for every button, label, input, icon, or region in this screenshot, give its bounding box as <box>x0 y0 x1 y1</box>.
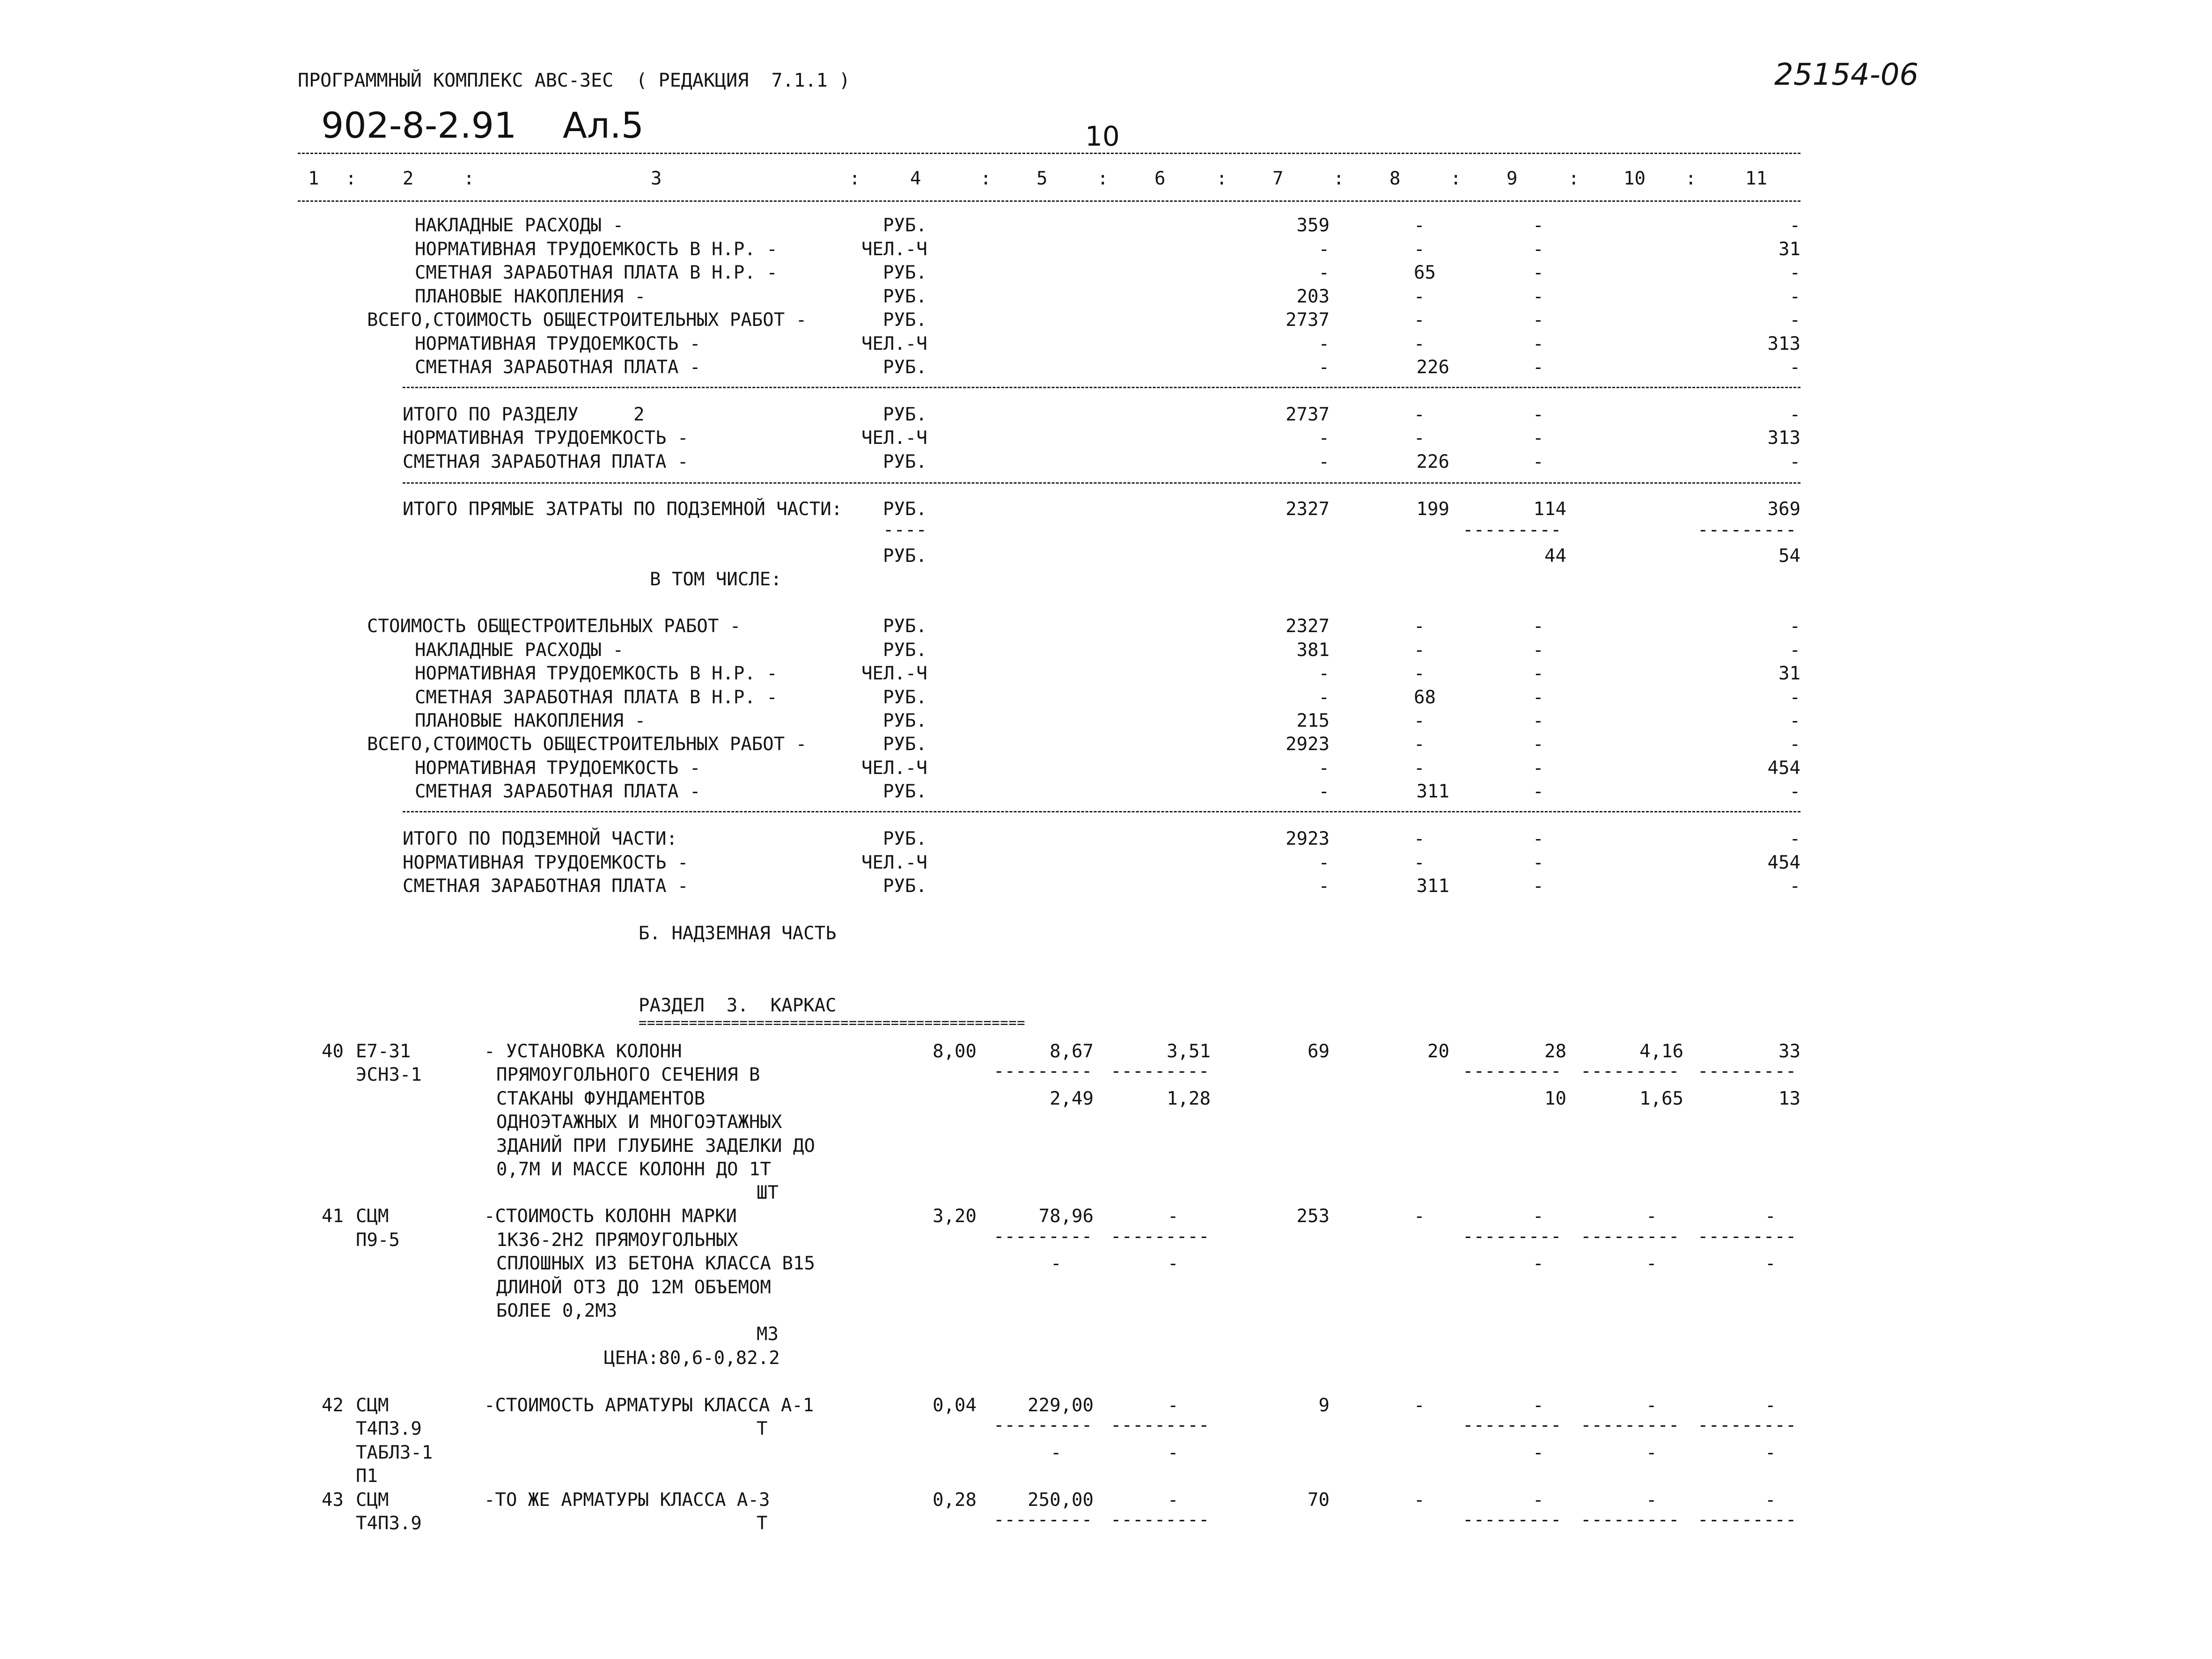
item-code: СЦМ <box>356 1395 389 1416</box>
item-unit-wage-machines: - <box>1168 1253 1179 1274</box>
item-price-note: ЦЕНА:80,6-0,82.2 <box>604 1348 780 1369</box>
column-header-2: 2 <box>403 168 414 189</box>
row-value-col8: 226 <box>1416 357 1449 378</box>
column-separator: : <box>1097 168 1109 189</box>
column-separator: : <box>463 168 475 189</box>
row-value-col9: - <box>1533 262 1544 283</box>
row-value-col9: - <box>1533 852 1544 873</box>
dash-separator: --------- <box>993 1509 1093 1530</box>
row-value-col11: - <box>1789 357 1800 378</box>
dash-separator: --------- <box>1110 1226 1210 1247</box>
dash-separator: --------- <box>993 1226 1093 1247</box>
row-label: ВСЕГО,СТОИМОСТЬ ОБЩЕСТРОИТЕЛЬНЫХ РАБОТ - <box>367 734 807 755</box>
row-value-col9: - <box>1533 687 1544 708</box>
item-description-line: 0,7М И МАССЕ КОЛОНН ДО 1Т <box>496 1159 771 1180</box>
item-number: 40 <box>322 1041 344 1062</box>
column-separator: : <box>345 168 357 189</box>
row-value-col7: 2923 <box>1286 828 1330 849</box>
dash-separator: --------- <box>1462 1509 1562 1530</box>
item-machines: - <box>1533 1489 1544 1511</box>
item-description-line: -СТОИМОСТЬ КОЛОНН МАРКИ <box>484 1206 737 1227</box>
item-labour-total: 33 <box>1778 1041 1800 1062</box>
row-value-col7: 2327 <box>1286 499 1330 520</box>
row-value-col9: - <box>1533 404 1544 425</box>
row-value-col11: 31 <box>1778 239 1800 260</box>
row-value-col7: - <box>1318 357 1330 378</box>
row-value-col7: - <box>1318 333 1330 354</box>
row-unit: РУБ. <box>883 734 927 755</box>
item-description-line: СТАКАНЫ ФУНДАМЕНТОВ <box>496 1088 705 1109</box>
item-code: П1 <box>356 1466 378 1487</box>
row-value-col9: - <box>1533 333 1544 354</box>
column-header-4: 4 <box>910 168 921 189</box>
row-unit: РУБ. <box>883 546 927 567</box>
project-code: 902-8-2.91 <box>321 104 517 146</box>
item-machines-wage: - <box>1533 1442 1544 1463</box>
item-unit: ШТ <box>757 1182 779 1203</box>
row-unit: РУБ. <box>883 640 927 661</box>
row-value-col11: - <box>1789 876 1800 897</box>
item-machines: - <box>1533 1395 1544 1416</box>
item-unit: М3 <box>757 1324 779 1345</box>
dash-separator: --------- <box>1698 1226 1797 1247</box>
header-rule-top <box>298 153 1800 154</box>
row-unit: РУБ. <box>883 710 927 731</box>
row-unit: ЧЕЛ.-Ч <box>861 758 927 779</box>
row-value-col9: - <box>1533 215 1544 236</box>
row-value-col11: - <box>1789 734 1800 755</box>
item-unit-price-machines: 2,49 <box>1050 1088 1094 1109</box>
item-labour-total-machines: - <box>1765 1442 1776 1463</box>
item-labour-unit: - <box>1646 1206 1657 1227</box>
row-value-col7: 215 <box>1296 710 1330 731</box>
item-unit-wage-machines: - <box>1168 1442 1179 1463</box>
row-label: НОРМАТИВНАЯ ТРУДОЕМКОСТЬ - <box>403 852 689 873</box>
item-quantity: 3,20 <box>933 1206 977 1227</box>
row-value-col8: 65 <box>1414 262 1436 283</box>
dash-separator: --------- <box>1580 1226 1680 1247</box>
item-labour-total: - <box>1765 1395 1776 1416</box>
column-header-3: 3 <box>651 168 662 189</box>
column-separator: : <box>1568 168 1580 189</box>
item-unit-wage: - <box>1168 1206 1179 1227</box>
row-value-col8: - <box>1414 640 1425 661</box>
row-value-col7: 359 <box>1296 215 1330 236</box>
row-value-col11: 454 <box>1767 758 1800 779</box>
row-label: СТОИМОСТЬ ОБЩЕСТРОИТЕЛЬНЫХ РАБОТ - <box>367 616 741 637</box>
block-separator <box>403 482 1800 484</box>
row-unit: РУБ. <box>883 215 927 236</box>
dash-separator: --------- <box>1698 1509 1797 1530</box>
row-value-col7: - <box>1318 428 1330 449</box>
dash-separator: --------- <box>1580 1061 1680 1082</box>
item-total-wage: - <box>1414 1395 1425 1416</box>
row-value-col9: - <box>1533 286 1544 307</box>
item-code: СЦМ <box>356 1206 389 1227</box>
row-value-col11: 313 <box>1767 428 1800 449</box>
dash-separator: --------- <box>1110 1061 1210 1082</box>
item-unit-price-machines: - <box>1051 1442 1062 1463</box>
row-value-col8: 68 <box>1414 687 1436 708</box>
item-code: Е7-31 <box>356 1041 411 1062</box>
row-value-col11: - <box>1789 710 1800 731</box>
block-separator <box>403 387 1800 388</box>
row-value-col11: - <box>1789 640 1800 661</box>
row-value-col8: 199 <box>1416 499 1449 520</box>
column-header-5: 5 <box>1036 168 1048 189</box>
item-unit-wage-machines: 1,28 <box>1167 1088 1211 1109</box>
row-value-col8: - <box>1414 404 1425 425</box>
row-value-col7: - <box>1318 262 1330 283</box>
row-value-col11: - <box>1789 828 1800 849</box>
row-value-col9: - <box>1533 239 1544 260</box>
row-value-col11: - <box>1789 451 1800 472</box>
item-labour-total: - <box>1765 1206 1776 1227</box>
dash-separator: --------- <box>1462 1226 1562 1247</box>
row-unit: РУБ. <box>883 357 927 378</box>
item-description-line: 1К36-2Н2 ПРЯМОУГОЛЬНЫХ <box>496 1230 738 1251</box>
dash-separator: --------- <box>993 1415 1093 1436</box>
section-3-underline: ============================================== <box>639 1015 1026 1031</box>
row-unit: ЧЕЛ.-Ч <box>861 663 927 684</box>
block-separator <box>403 811 1800 812</box>
item-machines-wage: - <box>1533 1253 1544 1274</box>
row-label: СМЕТНАЯ ЗАРАБОТНАЯ ПЛАТА В Н.Р. - <box>415 687 778 708</box>
item-description-line: ДЛИНОЙ ОТ3 ДО 12М ОБЪЕМОМ <box>496 1277 771 1298</box>
item-unit-price-machines: - <box>1051 1253 1062 1274</box>
column-header-8: 8 <box>1389 168 1401 189</box>
short-dash-separator: ---- <box>883 519 927 540</box>
item-description-line: ЗДАНИЙ ПРИ ГЛУБИНЕ ЗАДЕЛКИ ДО <box>496 1135 815 1157</box>
row-label: СМЕТНАЯ ЗАРАБОТНАЯ ПЛАТА В Н.Р. - <box>415 262 778 283</box>
row-unit: РУБ. <box>883 286 927 307</box>
program-header: ПРОГРАММНЫЙ КОМПЛЕКС АВС-3ЕС ( РЕДАКЦИЯ 7.1.1 ) <box>298 70 851 91</box>
row-value-col8: - <box>1414 852 1425 873</box>
row-value-col7: - <box>1318 876 1330 897</box>
item-description-line: БОЛЕЕ 0,2М3 <box>496 1300 617 1321</box>
row-value-col9: - <box>1533 451 1544 472</box>
row-value-col11: - <box>1789 262 1800 283</box>
dash-separator: --------- <box>993 1061 1093 1082</box>
item-labour-total-machines: 13 <box>1778 1088 1800 1109</box>
row-value-col11: 454 <box>1767 852 1800 873</box>
item-unit-price: 78,96 <box>1038 1206 1094 1227</box>
row-label: НОРМАТИВНАЯ ТРУДОЕМКОСТЬ В Н.Р. - <box>415 239 778 260</box>
row-value-col11: 54 <box>1778 546 1800 567</box>
row-unit: РУБ. <box>883 616 927 637</box>
row-unit: РУБ. <box>883 781 927 802</box>
row-value-col9: 114 <box>1533 499 1566 520</box>
row-value-col7: - <box>1318 758 1330 779</box>
row-label: ПЛАНОВЫЕ НАКОПЛЕНИЯ - <box>415 286 646 307</box>
column-separator: : <box>980 168 992 189</box>
column-header-7: 7 <box>1272 168 1284 189</box>
item-code: Т4П3.9 <box>356 1513 422 1534</box>
dash-separator: --------- <box>1462 1415 1562 1436</box>
row-label: НАКЛАДНЫЕ РАСХОДЫ - <box>415 215 624 236</box>
item-labour-unit: 4,16 <box>1639 1041 1683 1062</box>
row-value-col8: - <box>1414 758 1425 779</box>
row-value-col7: - <box>1318 663 1330 684</box>
row-value-col8: - <box>1414 616 1425 637</box>
row-label: ВСЕГО,СТОИМОСТЬ ОБЩЕСТРОИТЕЛЬНЫХ РАБОТ - <box>367 310 807 331</box>
row-unit: РУБ. <box>883 687 927 708</box>
row-value-col7: 2327 <box>1286 616 1330 637</box>
item-total-cost: 9 <box>1318 1395 1330 1416</box>
item-unit: Т <box>757 1513 768 1534</box>
row-value-col7: - <box>1318 239 1330 260</box>
row-unit: РУБ. <box>883 451 927 472</box>
item-labour-unit-machines: - <box>1646 1442 1657 1463</box>
row-unit: РУБ. <box>883 876 927 897</box>
column-separator: : <box>1685 168 1697 189</box>
item-total-cost: 70 <box>1308 1489 1330 1511</box>
row-value-col11: - <box>1789 781 1800 802</box>
row-value-col9: - <box>1533 781 1544 802</box>
row-unit: РУБ. <box>883 828 927 849</box>
row-value-col11: 31 <box>1778 663 1800 684</box>
item-total-wage: 20 <box>1427 1041 1449 1062</box>
item-machines: - <box>1533 1206 1544 1227</box>
row-value-col9: - <box>1533 876 1544 897</box>
row-value-col9: 44 <box>1544 546 1566 567</box>
item-labour-unit: - <box>1646 1395 1657 1416</box>
row-value-col9: - <box>1533 310 1544 331</box>
column-separator: : <box>1333 168 1345 189</box>
row-unit: РУБ. <box>883 499 927 520</box>
row-value-col11: - <box>1789 687 1800 708</box>
row-value-col11: - <box>1789 286 1800 307</box>
row-value-col9: - <box>1533 828 1544 849</box>
item-description-line: -ТО ЖЕ АРМАТУРЫ КЛАССА А-3 <box>484 1489 770 1511</box>
item-unit-price: 250,00 <box>1028 1489 1094 1511</box>
item-unit-price: 8,67 <box>1050 1041 1094 1062</box>
row-label: СМЕТНАЯ ЗАРАБОТНАЯ ПЛАТА - <box>415 357 701 378</box>
direct-costs-label: ИТОГО ПРЯМЫЕ ЗАТРАТЫ ПО ПОДЗЕМНОЙ ЧАСТИ: <box>403 499 843 520</box>
dash-separator: --------- <box>1580 1415 1680 1436</box>
column-header-1: 1 <box>308 168 319 189</box>
dash-separator: --------- <box>1698 1415 1797 1436</box>
row-value-col11: - <box>1789 215 1800 236</box>
item-number: 41 <box>322 1206 344 1227</box>
row-value-col7: 381 <box>1296 640 1330 661</box>
row-label: ИТОГО ПО РАЗДЕЛУ 2 <box>403 404 645 425</box>
dash-separator: --------- <box>1698 1061 1797 1082</box>
row-value-col7: - <box>1318 451 1330 472</box>
item-machines: 28 <box>1544 1041 1566 1062</box>
item-code: П9-5 <box>356 1230 400 1251</box>
item-labour-unit: - <box>1646 1489 1657 1511</box>
row-value-col9: - <box>1533 710 1544 731</box>
row-unit: РУБ. <box>883 404 927 425</box>
item-number: 43 <box>322 1489 344 1511</box>
row-value-col7: 2737 <box>1286 310 1330 331</box>
row-value-col9: - <box>1533 663 1544 684</box>
row-unit: ЧЕЛ.-Ч <box>861 333 927 354</box>
column-header-9: 9 <box>1507 168 1518 189</box>
item-unit-wage: - <box>1168 1489 1179 1511</box>
row-value-col7: 2923 <box>1286 734 1330 755</box>
row-label: СМЕТНАЯ ЗАРАБОТНАЯ ПЛАТА - <box>403 876 689 897</box>
header-rule-bottom <box>298 200 1800 202</box>
row-value-col8: - <box>1414 215 1425 236</box>
row-value-col9: - <box>1533 616 1544 637</box>
row-value-col9: - <box>1533 357 1544 378</box>
item-description-line: ОДНОЭТАЖНЫХ И МНОГОЭТАЖНЫХ <box>496 1112 782 1133</box>
row-value-col7: - <box>1318 781 1330 802</box>
row-value-col11: 313 <box>1767 333 1800 354</box>
item-labour-total: - <box>1765 1489 1776 1511</box>
row-value-col7: 2737 <box>1286 404 1330 425</box>
dash-separator: --------- <box>1110 1415 1210 1436</box>
row-value-col8: - <box>1414 286 1425 307</box>
item-labour-total-machines: - <box>1765 1253 1776 1274</box>
item-unit-wage: - <box>1168 1395 1179 1416</box>
row-label: НОРМАТИВНАЯ ТРУДОЕМКОСТЬ - <box>415 333 701 354</box>
item-code: Т4П3.9 <box>356 1418 422 1439</box>
row-value-col8: - <box>1414 663 1425 684</box>
row-unit: ЧЕЛ.-Ч <box>861 428 927 449</box>
row-label: НОРМАТИВНАЯ ТРУДОЕМКОСТЬ В Н.Р. - <box>415 663 778 684</box>
item-total-wage: - <box>1414 1489 1425 1511</box>
item-description-line: СПЛОШНЫХ ИЗ БЕТОНА КЛАССА В15 <box>496 1253 815 1274</box>
dash-separator: --------- <box>1462 519 1562 540</box>
row-value-col11: 369 <box>1767 499 1800 520</box>
item-labour-unit-machines: - <box>1646 1253 1657 1274</box>
item-description-line: ПРЯМОУГОЛЬНОГО СЕЧЕНИЯ В <box>496 1064 760 1085</box>
album-number: Ал.5 <box>563 104 644 146</box>
row-label: НОРМАТИВНАЯ ТРУДОЕМКОСТЬ - <box>415 758 701 779</box>
row-value-col8: - <box>1414 239 1425 260</box>
row-label: ПЛАНОВЫЕ НАКОПЛЕНИЯ - <box>415 710 646 731</box>
row-value-col8: - <box>1414 734 1425 755</box>
row-value-col8: 311 <box>1416 876 1449 897</box>
row-value-col8: - <box>1414 333 1425 354</box>
archive-stamp: 25154-06 <box>1774 58 1919 92</box>
row-label: ИТОГО ПО ПОДЗЕМНОЙ ЧАСТИ: <box>403 828 677 849</box>
row-value-col7: 203 <box>1296 286 1330 307</box>
item-quantity: 0,04 <box>933 1395 977 1416</box>
item-description-line: -СТОИМОСТЬ АРМАТУРЫ КЛАССА А-1 <box>484 1395 814 1416</box>
row-label: НАКЛАДНЫЕ РАСХОДЫ - <box>415 640 624 661</box>
row-value-col9: - <box>1533 428 1544 449</box>
column-separator: : <box>849 168 860 189</box>
column-header-6: 6 <box>1154 168 1166 189</box>
item-number: 42 <box>322 1395 344 1416</box>
item-unit: Т <box>757 1418 768 1439</box>
row-unit: РУБ. <box>883 262 927 283</box>
row-value-col8: - <box>1414 428 1425 449</box>
row-value-col8: 311 <box>1416 781 1449 802</box>
item-unit-price: 229,00 <box>1028 1395 1094 1416</box>
row-value-col8: - <box>1414 710 1425 731</box>
item-total-wage: - <box>1414 1206 1425 1227</box>
dash-separator: --------- <box>1462 1061 1562 1082</box>
item-quantity: 8,00 <box>933 1041 977 1062</box>
item-code: СЦМ <box>356 1489 389 1511</box>
item-labour-unit-machines: 1,65 <box>1639 1088 1683 1109</box>
row-value-col9: - <box>1533 758 1544 779</box>
item-code: ТАБЛ3-1 <box>356 1442 433 1463</box>
column-separator: : <box>1216 168 1227 189</box>
part-b-title: Б. НАДЗЕМНАЯ ЧАСТЬ <box>639 923 837 944</box>
column-header-11: 11 <box>1745 168 1767 189</box>
row-value-col7: - <box>1318 687 1330 708</box>
row-label: СМЕТНАЯ ЗАРАБОТНАЯ ПЛАТА - <box>403 451 689 472</box>
row-value-col11: - <box>1789 616 1800 637</box>
row-value-col8: - <box>1414 828 1425 849</box>
column-header-10: 10 <box>1624 168 1646 189</box>
item-total-cost: 69 <box>1308 1041 1330 1062</box>
dash-separator: --------- <box>1580 1509 1680 1530</box>
dash-separator: --------- <box>1698 519 1797 540</box>
item-code: ЭСН3-1 <box>356 1064 422 1085</box>
item-description-line: - УСТАНОВКА КОЛОНН <box>484 1041 682 1062</box>
row-value-col8: - <box>1414 310 1425 331</box>
row-label: НОРМАТИВНАЯ ТРУДОЕМКОСТЬ - <box>403 428 689 449</box>
dash-separator: --------- <box>1110 1509 1210 1530</box>
row-value-col9: - <box>1533 734 1544 755</box>
row-value-col7: - <box>1318 852 1330 873</box>
item-machines-wage: 10 <box>1544 1088 1566 1109</box>
column-separator: : <box>1450 168 1462 189</box>
row-unit: ЧЕЛ.-Ч <box>861 239 927 260</box>
section-3-title: РАЗДЕЛ 3. КАРКАС <box>639 995 837 1016</box>
row-unit: РУБ. <box>883 310 927 331</box>
row-value-col9: - <box>1533 640 1544 661</box>
row-unit: ЧЕЛ.-Ч <box>861 852 927 873</box>
row-value-col8: 226 <box>1416 451 1449 472</box>
in-that-caption: В ТОМ ЧИСЛЕ: <box>650 569 782 590</box>
row-value-col11: - <box>1789 310 1800 331</box>
item-unit-wage: 3,51 <box>1167 1041 1211 1062</box>
item-quantity: 0,28 <box>933 1489 977 1511</box>
row-value-col11: - <box>1789 404 1800 425</box>
row-label: СМЕТНАЯ ЗАРАБОТНАЯ ПЛАТА - <box>415 781 701 802</box>
item-total-cost: 253 <box>1296 1206 1330 1227</box>
page-number: 10 <box>1085 120 1120 152</box>
